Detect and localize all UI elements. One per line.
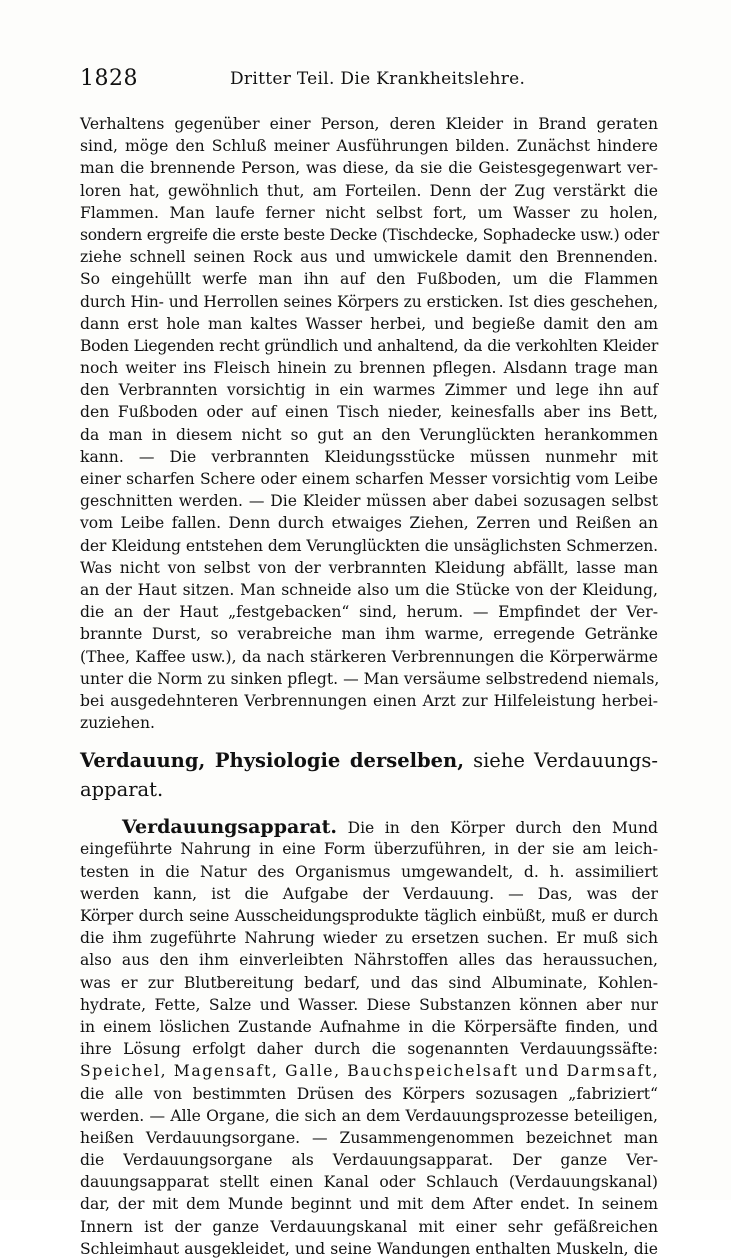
text-line: Verhaltens gegenüber einer Person, deren Kleider in Brand geraten	[80, 115, 658, 133]
text-line: die Verdauungsorgane als Verdauungsapparat. Der ganze Ver-	[80, 1151, 658, 1170]
text-line: heißen Verdauungsorgane. — Zusammengenommen bezeichnet man	[80, 1128, 658, 1147]
text-line: einer scharfen Schere oder einem scharfen Messer vorsichtig vom Leibe	[80, 470, 658, 488]
section-spacer	[80, 804, 658, 816]
text-line: den Fußboden oder auf einen Tisch nieder, keinesfalls aber ins Bett,	[80, 403, 658, 422]
text-line: den Verbrannten vorsichtig in ein warmes Zimmer und lege ihn auf	[80, 381, 658, 400]
text-line: Was nicht von selbst von der verbrannten Kleidung abfällt, lasse man	[80, 558, 658, 577]
text-line: was er zur Blutbereitung bedarf, und das sind Albuminate, Kohlen-	[80, 973, 658, 992]
text-line: brannte Durst, so verabreiche man ihm warme, erregende Getränke	[80, 625, 658, 644]
text-line: an der Haut sitzen. Man schneide also um die Stücke von der Kleidung,	[80, 580, 658, 599]
text-line: sondern ergreife die erste beste Decke (Tischdecke, Sophadecke usw.) oder	[80, 225, 659, 244]
text-line: dauungsapparat stellt einen Kanal oder Schlauch (Verdauungskanal)	[80, 1173, 658, 1192]
text-line: So eingehüllt werfe man ihn auf den Fußboden, um die Flammen	[80, 270, 658, 289]
page-header	[80, 64, 658, 98]
text-line: (Thee, Kaffee usw.), da nach stärkeren Verbrennungen die Körperwärme	[80, 647, 658, 666]
entry-verdauungsapparat	[80, 816, 658, 1260]
text-line: Flammen. Man laufe ferner nicht selbst fort, um Wasser zu holen,	[80, 203, 658, 222]
text-line: werden kann, ist die Aufgabe der Verdauung. — Das, was der	[80, 884, 658, 903]
entry-verdauung	[80, 746, 658, 804]
text-line: unter die Norm zu sinken pflegt. — Man versäume selbstredend niemals,	[80, 669, 660, 688]
text-line: in einem löslichen Zustande Aufnahme in die Körpersäfte finden, und	[80, 1017, 658, 1036]
text-line: noch weiter ins Fleisch hinein zu brennen pflegen. Alsdann trage man	[80, 359, 658, 378]
text-line: durch Hin- und Herrollen seines Körpers zu ersticken. Ist dies geschehen,	[80, 292, 658, 311]
entry-first-line	[80, 746, 658, 775]
body-text	[80, 113, 658, 1260]
text-line: Speichel, Magensaft, Galle, Bauchspeichelsaft und Darmsaft,	[80, 1062, 660, 1081]
text-line: Schleimhaut ausgekleidet, und seine Wandungen enthalten Muskeln, die	[80, 1239, 658, 1258]
entry-text: Die in den Körper durch den Mund	[347, 819, 658, 838]
text-line: Körper durch seine Ausscheidungsprodukte täglich einbüßt, muß er durch	[80, 907, 658, 925]
text-line: bei ausgedehnteren Verbrennungen einen Arzt zur Hilfeleistung herbei-	[80, 691, 658, 710]
text-line: dann erst hole man kaltes Wasser herbei, und begieße damit den am	[80, 314, 658, 333]
text-line: dar, der mit dem Munde beginnt und mit dem After endet. In seinem	[80, 1195, 658, 1214]
text-line: geschnitten werden. — Die Kleider müssen aber dabei sozusagen selbst	[80, 492, 658, 511]
text-line: die alle von bestimmten Drüsen des Körpers sozusagen „fabriziert“	[80, 1084, 658, 1103]
text-line: loren hat, gewöhnlich thut, am Forteilen. Denn der Zug verstärkt die	[80, 181, 658, 200]
text-line: Boden Liegenden recht gründlich und anhaltend, da die verkohlten Kleider	[80, 336, 658, 355]
text-line: zuziehen.	[80, 714, 155, 733]
text-line: kann. — Die verbrannten Kleidungsstücke müssen nunmehr mit	[80, 447, 658, 466]
page-number: 1828	[80, 66, 138, 91]
text-line: werden. — Alle Organe, die sich an dem Verdauungsprozesse beteiligen,	[80, 1106, 658, 1125]
running-head: Dritter Teil. Die Krankheitslehre.	[230, 69, 526, 89]
text-line: ihre Lösung erfolgt daher durch die sogenannten Verdauungssäfte:	[80, 1040, 658, 1059]
text-line: die an der Haut „festgebacken“ sind, herum. — Empfindet der Ver-	[80, 603, 658, 622]
text-line: die ihm zugeführte Nahrung wieder zu ersetzen suchen. Er muß sich	[80, 929, 658, 948]
text-line: ziehe schnell seinen Rock aus und umwickele damit den Brennenden.	[80, 248, 658, 267]
text-line: der Kleidung entstehen dem Verunglückten die unsäglichsten Schmerzen.	[80, 536, 658, 555]
text-line: Innern ist der ganze Verdauungskanal mit einer sehr gefäßreichen	[80, 1217, 658, 1236]
entry-headword: Verdauungsapparat.	[122, 816, 338, 839]
text-line: da man in diesem nicht so gut an den Verunglückten herankommen	[80, 425, 658, 444]
text-line: testen in die Natur des Organismus umgewandelt, d. h. assimiliert	[80, 862, 658, 881]
text-line: vom Leibe fallen. Denn durch etwaiges Ziehen, Zerren und Reißen an	[80, 514, 658, 533]
text-line: hydrate, Fette, Salze und Wasser. Diese Substanzen können aber nur	[80, 995, 658, 1014]
paragraph-burns-first-aid	[80, 113, 658, 734]
entry-headword: Verdauung, Physiologie derselben,	[80, 749, 465, 773]
section-spacer	[80, 734, 658, 746]
text-line: man die brennende Person, was diese, da sie die Geistesgegenwart ver-	[80, 159, 658, 178]
entry-first-line	[80, 816, 658, 838]
entry-crossref-continued: apparat.	[80, 778, 164, 802]
text-line: eingeführte Nahrung in eine Form überzuführen, in der sie am leich-	[80, 840, 658, 859]
text-line: also aus den ihm einverleibten Nährstoffen alles das heraussuchen,	[80, 951, 658, 970]
text-line: sind, möge den Schluß meiner Ausführungen bilden. Zunächst hindere	[80, 137, 658, 156]
entry-crossref: siehe Verdauungs-	[473, 749, 658, 773]
